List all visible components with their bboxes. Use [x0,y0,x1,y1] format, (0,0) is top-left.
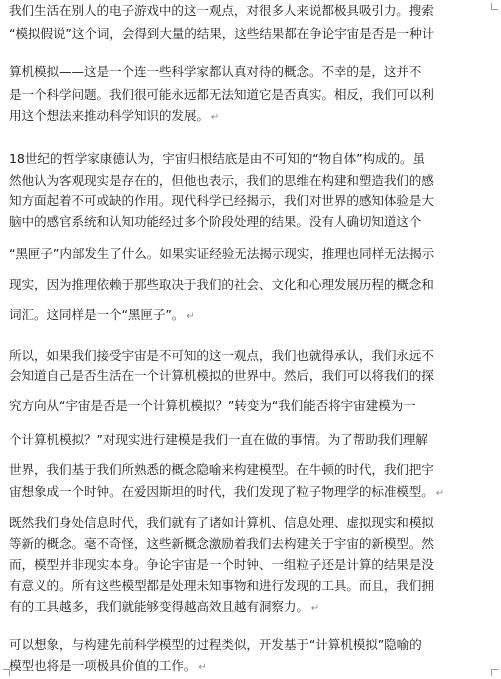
text-line: 然他认为客观现实是存在的，但他也表示，我们的思维在构建和塑造我们的感 [9,173,434,188]
text-line: “模拟假说”这个词，会得到大量的结果，这些结果都在争论宇宙是否是一种计 [9,26,435,41]
text-line: 会知道自己是否生活在一个计算机模拟的世界中。然后，我们可以将我们的探 [9,368,434,383]
text-line: 既然我们身处信息时代，我们就有了诸如计算机、信息处理、虚拟现实和模拟 [9,515,434,530]
text-line-with-mark [9,599,319,617]
text-line-with-mark [9,307,195,325]
text-line: 算机模拟——这是一个连一些科学家都认真对待的概念。不幸的是，这并不 [9,64,422,79]
text-line: 有意义的。所有这些模型都是处理未知事物和进行发现的工具。而且，我们拥 [9,578,434,593]
paragraph-mark: ↵ [198,662,207,673]
text-line: 可以想象，与构建先前科学模型的过程类似，开发基于“计算机模拟”隐喻的 [9,637,422,652]
text-line: 而，模型并非现实本身。争论宇宙是一个时钟、一组粒子还是计算的结果是没 [9,557,434,572]
corner-crop-mark [491,669,498,676]
paragraph-mark: ↵ [210,112,220,123]
text-line: 究方向从“宇宙是否是一个计算机模拟？”转变为“我们能否将宇宙建模为一 [9,398,416,413]
text-line: 模型也将是一项极具价值的工作。 [9,658,197,673]
text-line: 词汇。这同样是一个“黑匣子”。 [9,307,185,322]
corner-crop-mark [491,3,498,10]
text-line: 现实，因为推理依赖于那些取决于我们的社会、文化和心理发展历程的概念和 [9,277,434,292]
text-line: 所以，如果我们接受宇宙是不可知的这一观点，我们也就得承认，我们永远不 [9,348,434,363]
text-line: 个计算机模拟？”对现实进行建模是我们一直在做的事情。为了帮助我们理解 [9,432,428,447]
text-line: 等新的概念。毫不奇怪，这些新概念激励着我们去构建关于宇宙的新模型。然 [9,536,434,551]
text-line: 用这个想法来推动科学知识的发展。 [9,108,209,123]
text-line-with-mark [9,108,219,126]
text-line-with-mark [9,658,207,676]
paragraph-mark: ↵ [435,488,445,499]
paragraph-mark: ↵ [310,603,320,614]
text-line-with-mark [9,484,444,502]
text-line: 世界，我们基于我们所熟悉的概念隐喻来构建模型。在牛顿的时代，我们把宇 [9,462,434,477]
text-line: 宙想象成一个时钟。在爱因斯坦的时代，我们发现了粒子物理学的标准模型。 [9,484,434,499]
text-line: 18世纪的哲学家康德认为，宇宙归根结底是由不可知的“物自体”构成的。虽 [9,151,425,166]
paragraph-mark: ↵ [186,311,195,322]
text-line: 是一个科学问题。我们很可能永远都无法知道它是否真实。相反，我们可以利 [9,87,434,102]
text-line: 我们生活在别人的电子游戏中的这一观点，对很多人来说都极具吸引力。搜索 [9,3,434,18]
text-line: “黑匣子”内部发生了什么。如果实证经验无法揭示现实，推理也同样无法揭示 [9,246,435,261]
text-line: 脑中的感官系统和认知功能经过多个阶段处理的结果。没有人确切知道这个 [9,214,422,229]
text-line: 知方面起着不可或缺的作用。现代科学已经揭示，我们对世界的感知体验是大 [9,193,434,208]
text-line: 有的工具越多，我们就能够变得越高效且越有洞察力。 [9,599,309,614]
corner-crop-mark [3,669,10,676]
